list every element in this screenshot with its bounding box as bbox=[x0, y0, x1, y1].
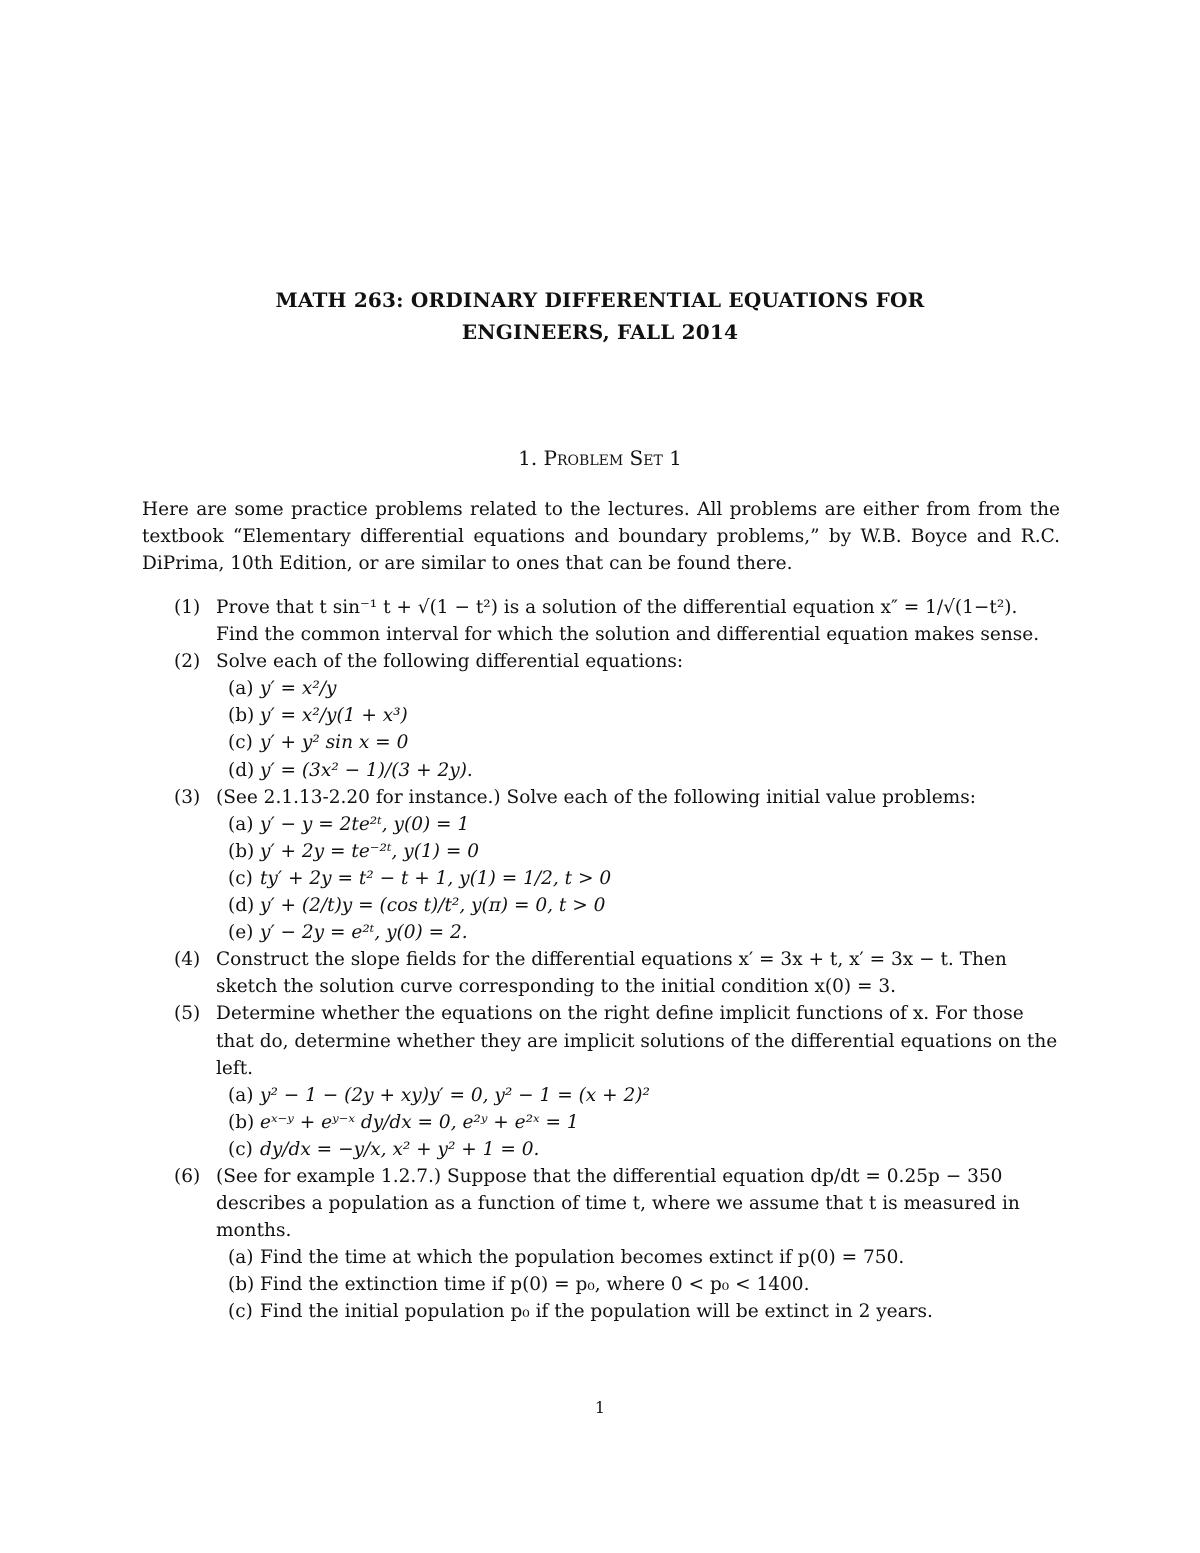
part-label: (c) bbox=[228, 1138, 253, 1160]
part-label: (c) bbox=[228, 867, 253, 889]
problem-text: (See for example 1.2.7.) Suppose that the differential equation dp/dt = 0.25p − 350 describes a population as a function of time t, where we assume that t is measured in months. bbox=[216, 1165, 1020, 1242]
intro-paragraph: Here are some practice problems related to the lectures. All problems are either from from the textbook “Elementary differential equations and boundary problems,” by W.B. Boyce and R.C. DiPrima, 10th Edition, or are similar to ones that can be found there. bbox=[142, 499, 1060, 574]
part-text: y² − 1 − (2y + xy)y′ = 0, y² − 1 = (x + 2)² bbox=[260, 1084, 650, 1106]
document-title-line2: ENGINEERS, FALL 2014 bbox=[461, 320, 739, 344]
part-label: (d) bbox=[228, 759, 255, 781]
problem-part bbox=[216, 1109, 1060, 1136]
problem-part bbox=[216, 811, 1060, 838]
problem-text: (See 2.1.13-2.20 for instance.) Solve each of the following initial value problems: bbox=[216, 786, 976, 808]
part-label: (a) bbox=[228, 678, 254, 700]
part-text: y′ = x²/y bbox=[260, 678, 337, 700]
problem-number: (1) bbox=[174, 597, 201, 618]
problem-number: (4) bbox=[174, 949, 201, 971]
problem-number: (3) bbox=[174, 786, 201, 808]
problem-part bbox=[216, 892, 1060, 919]
problem-item bbox=[174, 784, 1060, 947]
part-text: ty′ + 2y = t² − t + 1, y(1) = 1/2, t > 0 bbox=[260, 867, 612, 889]
problem-item bbox=[174, 1000, 1060, 1163]
part-label: (b) bbox=[228, 1274, 255, 1296]
problem-part bbox=[216, 1082, 1060, 1109]
section-heading: 1. Problem Set 1 bbox=[518, 446, 682, 470]
document-title-line1: MATH 263: ORDINARY DIFFERENTIAL EQUATIONS FOR bbox=[275, 288, 925, 312]
part-label: (a) bbox=[228, 813, 254, 835]
problem-part bbox=[216, 1298, 1060, 1325]
part-text: y′ + y² sin x = 0 bbox=[260, 732, 409, 754]
problem-text: Prove that t sin⁻¹ t + √(1 − t²) is a solution of the differential equation x″ = 1/√(1−t²). Find the common interval for which the solution and differential equation makes sense. bbox=[216, 597, 1040, 646]
problem-number: (5) bbox=[174, 1003, 201, 1025]
part-text: y′ + 2y = te⁻²ᵗ, y(1) = 0 bbox=[260, 840, 479, 862]
part-label: (e) bbox=[228, 922, 254, 944]
part-text: y′ − 2y = e²ᵗ, y(0) = 2. bbox=[260, 922, 468, 944]
page-number: 1 bbox=[594, 1398, 606, 1417]
part-text: y′ = x²/y(1 + x³) bbox=[260, 705, 408, 727]
problem-part bbox=[216, 1244, 1060, 1271]
part-text: Find the time at which the population becomes extinct if p(0) = 750. bbox=[260, 1247, 905, 1269]
problem-list bbox=[174, 594, 1060, 1326]
problem-number: (6) bbox=[174, 1165, 201, 1187]
problem-text: Solve each of the following differential equations: bbox=[216, 651, 684, 673]
problem-part bbox=[216, 1136, 1060, 1163]
part-text: Find the initial population p₀ if the population will be extinct in 2 years. bbox=[260, 1301, 933, 1323]
part-label: (b) bbox=[228, 705, 255, 727]
part-label: (b) bbox=[228, 1111, 255, 1133]
part-label: (b) bbox=[228, 840, 255, 862]
problem-part bbox=[216, 1271, 1060, 1298]
problem-number: (2) bbox=[174, 651, 201, 673]
problem-part bbox=[216, 729, 1060, 756]
problem-part bbox=[216, 702, 1060, 729]
problem-text: Construct the slope fields for the differential equations x′ = 3x + t, x′ = 3x − t. Then sketch the solution curve corresponding to the initial condition x(0) = 3. bbox=[216, 949, 1007, 998]
part-label: (c) bbox=[228, 732, 253, 754]
part-text: dy/dx = −y/x, x² + y² + 1 = 0. bbox=[260, 1138, 540, 1160]
part-text: y′ = (3x² − 1)/(3 + 2y). bbox=[260, 759, 473, 781]
part-text: y′ − y = 2te²ᵗ, y(0) = 1 bbox=[260, 813, 470, 835]
problem-item bbox=[174, 946, 1060, 1000]
problem-part bbox=[216, 865, 1060, 892]
part-label: (d) bbox=[228, 895, 255, 917]
problem-item bbox=[174, 648, 1060, 783]
problem-item bbox=[174, 1163, 1060, 1326]
part-text: eˣ⁻ʸ + eʸ⁻ˣ dy/dx = 0, e²ʸ + e²ˣ = 1 bbox=[260, 1111, 579, 1133]
part-label: (c) bbox=[228, 1301, 253, 1323]
part-label: (a) bbox=[228, 1247, 254, 1269]
problem-part bbox=[216, 757, 1060, 784]
problem-part bbox=[216, 675, 1060, 702]
part-text: Find the extinction time if p(0) = p₀, where 0 < p₀ < 1400. bbox=[260, 1274, 810, 1296]
problem-part bbox=[216, 838, 1060, 865]
problem-text: Determine whether the equations on the right define implicit functions of x. For those that do, determine whether they are implicit solutions of the differential equations on the left. bbox=[216, 1003, 1058, 1079]
part-label: (a) bbox=[228, 1084, 254, 1106]
part-text: y′ + (2/t)y = (cos t)/t², y(π) = 0, t > 0 bbox=[260, 895, 606, 917]
problem-item bbox=[174, 594, 1060, 648]
problem-part bbox=[216, 919, 1060, 946]
